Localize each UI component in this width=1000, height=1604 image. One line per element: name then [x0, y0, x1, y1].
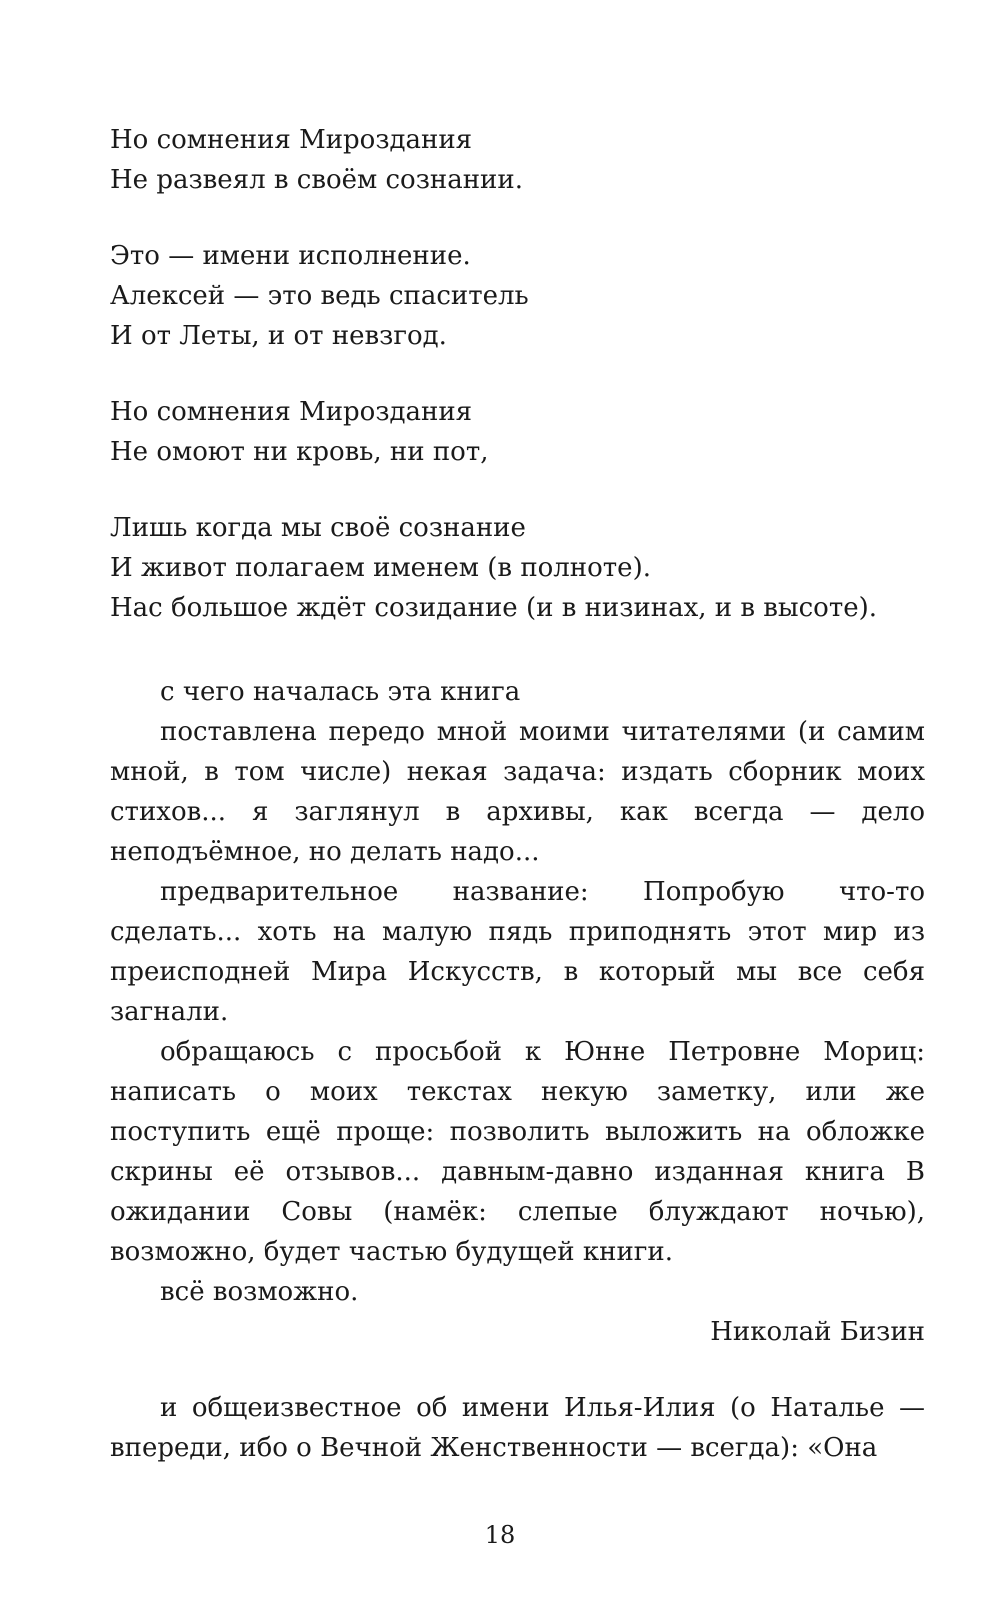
prose-paragraph: предварительное название: Попробую что-то сделать... хоть на малую пядь приподнять этот мир из преисподней Мира Искусств, в который мы все себя загнали.: [110, 877, 925, 1027]
prose-paragraph: всё возможно.: [160, 1277, 359, 1307]
page-number: 18: [484, 1521, 516, 1549]
poem-line: Нас большое ждёт созидание (и в низинах, и в высоте).: [110, 593, 878, 623]
poem-line: Но сомнения Мироздания: [110, 125, 473, 155]
poem-line: Но сомнения Мироздания: [110, 397, 473, 427]
poem-stanza-3: [110, 392, 925, 472]
prose-paragraph: поставлена передо мной моими читателями (и самим мной, в том числе) некая задача: издать сборник моих стихов... я заглянул в архивы, как всегда — дело неподъёмное, но делать надо...: [110, 717, 925, 867]
prose-heading: с чего началась эта книга: [160, 677, 521, 707]
prose-section: [110, 672, 925, 1468]
poem-line: И от Леты, и от невзгод.: [110, 321, 447, 351]
book-page: [110, 120, 925, 1468]
poem-line: Алексей — это ведь спаситель: [110, 281, 529, 311]
section-gap: [110, 1352, 925, 1388]
poem-stanza-2: [110, 236, 925, 356]
poem-line: Лишь когда мы своё сознание: [110, 513, 526, 543]
prose-paragraph: обращаюсь с просьбой к Юнне Петровне Мориц: написать о моих текстах некую заметку, или же поступить ещё проще: позволить выложить на обложке скрины её отзывов... давным-давно изданная книга В ожидании Совы (намёк: слепые блуждают ночью), возможно, будет частью будущей книги.: [110, 1037, 925, 1267]
author-signature: Николай Бизин: [710, 1317, 925, 1347]
poem-line: Не развеял в своём сознании.: [110, 165, 523, 195]
poem-line: Не омоют ни кровь, ни пот,: [110, 437, 489, 467]
poem-line: И живот полагаем именем (в полноте).: [110, 553, 651, 583]
poem-line: Это — имени исполнение.: [110, 241, 471, 271]
continuation-paragraph: и общеизвестное об имени Илья-Илия (о Наталье — впереди, ибо о Вечной Женственности — всегда): «Она: [110, 1393, 925, 1463]
poem-stanza-1: [110, 120, 925, 200]
poem-stanza-4: [110, 508, 925, 628]
